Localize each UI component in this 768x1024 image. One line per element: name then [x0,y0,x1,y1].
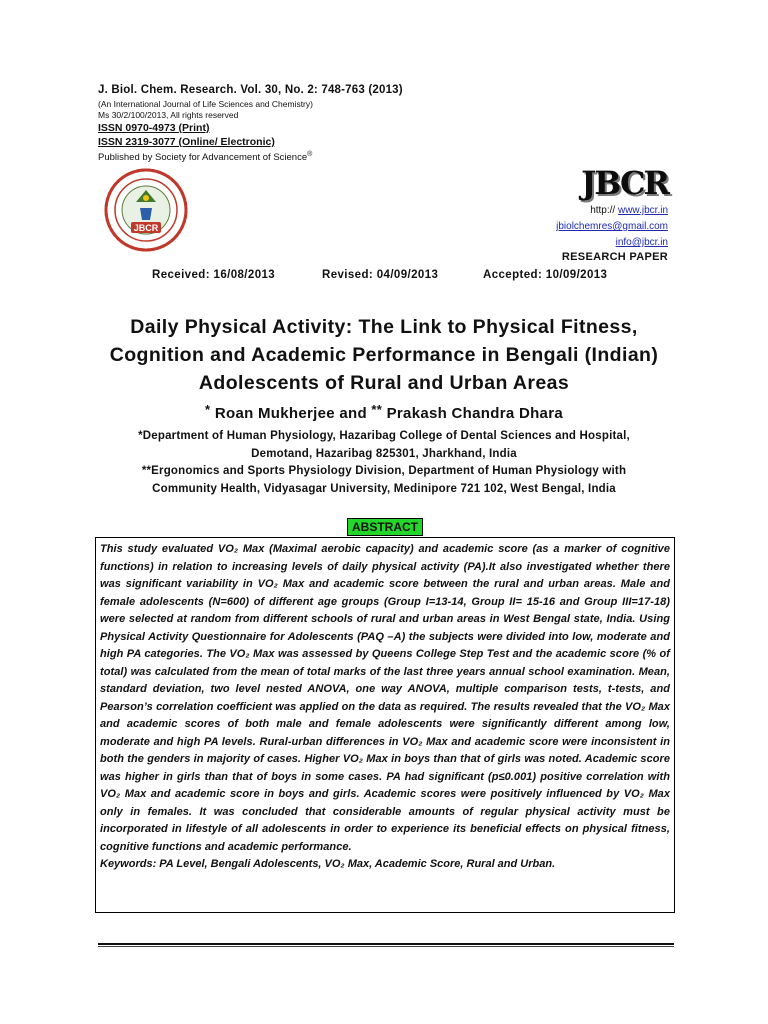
abstract-line: VO₂ Max was assessed by Queens College Step Test and the academic score (% of total) was [100,648,670,678]
author-1: Roan Mukherjee and [214,405,367,422]
abstract-line: VO₂ Max and academic score were inconsistent in both the genders in majority of cases. Higher [100,735,670,765]
abstract-line: cognitive functions) in relation to increasing levels of daily physical activity (PA).It also [100,543,670,573]
website-link[interactable]: www.jbcr.in [617,205,668,216]
manuscript-number: Ms 30/2/100/2013, All rights reserved [98,110,239,120]
abstract-box [95,537,675,913]
website-prefix: http:// [590,205,616,216]
affiliation-2-line-2: Community Health, Vidyasagar University, Medinipore 721 102, West Bengal, India [152,482,616,495]
title-line-2: Cognition and Academic Performance in Bengali (Indian) [109,344,659,366]
abstract-line: incorporated in lifestyle of all adolescents in order to experience its beneficial effects on physical [100,823,632,835]
affiliation-2 [84,463,684,498]
abstract-line: females. It was concluded that considerable amounts of regular physical activity must be [147,805,670,818]
title-line-3: Adolescents of Rural and Urban Areas [198,372,570,394]
abstract-line: fitness, cognitive functions and academic performance. [100,823,670,853]
abstract-line: boys in some cases. PA had significant (p≤0.001) positive correlation with VO₂ Max and [100,770,671,800]
abstract-text [100,541,670,856]
contact-block [556,203,668,251]
seal-text: JBCR [133,223,159,233]
affiliation-2-line-1: **Ergonomics and Sports Physiology Division, Department of Human Physiology with [141,465,627,477]
issn-online: ISSN 2319-3077 (Online/ Electronic) [98,136,275,148]
abstract-line: Adolescents (PAQ –A) the subjects were divided into low, moderate and high PA categories. The [100,630,670,660]
paper-type-label: RESEARCH PAPER [561,251,668,263]
keywords: Keywords: PA Level, Bengali Adolescents, VO₂ Max, Academic Score, Rural and Urban. [100,858,556,870]
email-link-1[interactable]: jbiolchemres@gmail.com [556,221,668,232]
publisher [98,151,518,163]
abstract-line: Mean, standard deviation, two level nested ANOVA, one way ANOVA, multiple comparison [100,665,670,695]
abstract-line: the rural and urban areas. Male and female adolescents (N=600) of different age groups (Group [100,578,670,608]
accepted-date: Accepted: 10/09/2013 [483,269,608,281]
abstract-label: ABSTRACT [347,518,423,536]
divider-line [98,943,674,945]
society-seal-logo [104,168,188,252]
affiliation-1 [84,428,684,463]
abstract-line: This study evaluated VO₂ Max (Maximal aerobic capacity) and academic score (as a marker of [100,543,622,555]
abstract-line: VO₂ Max in boys than that of girls was noted. Academic score was higher in girls than that of [100,753,670,783]
paper-title [84,313,684,397]
abstract-line: academic score in boys and girls. Academic scores were positively influenced by VO₂ Max only in [100,788,671,818]
author-list [84,402,684,422]
abstract-line: I=13-14, Group II= 15-16 and Group III=17-18) were selected at random from different schools of [100,595,670,625]
revised-date: Revised: 04/09/2013 [322,269,439,281]
abstract-line: tests, t-tests, and Pearson’s correlation coefficient was applied on the data as required. The [100,683,670,713]
publisher-text: Published by Society for Advancement of Science [98,152,308,164]
abstract-line: investigated whether there was significant variability in VO₂ Max and academic score between [100,560,671,590]
divider-line-thin [98,946,674,947]
abstract-line: were significantly different among low, moderate and high PA levels. Rural-urban differences in [100,718,671,748]
jbcr-brand-logo: JBCR [581,164,668,202]
registered-mark: ® [307,151,313,158]
abstract-line: calculated from the mean of total marks of the last three years annual school examination. [154,665,639,678]
email-link-2[interactable]: info@jbcr.in [615,237,668,248]
journal-citation: J. Biol. Chem. Research. Vol. 30, No. 2: 748-763 (2013) [98,84,403,96]
received-date: Received: 16/08/2013 [152,269,276,281]
journal-header [98,84,518,163]
author-mark-1: * [205,402,211,417]
issn-print: ISSN 0970-4973 (Print) [98,122,210,134]
affiliation-1-line-2: Demotand, Hazaribag 825301, Jharkhand, India [251,447,517,460]
affiliation-1-line-1: *Department of Human Physiology, Hazaribag College of Dental Sciences and Hospital, [138,430,630,442]
website-line [556,203,668,219]
author-2: Prakash Chandra Dhara [386,405,563,422]
title-line-1: Daily Physical Activity: The Link to Physical Fitness, [130,316,638,338]
author-mark-2: ** [371,402,383,417]
abstract-line: rural and urban areas in West Bengal state, India. Using Physical Activity Questionnaire for [100,613,670,643]
abstract-line: results revealed that the VO₂ Max and academic scores of both male and female adolescents [100,700,671,730]
journal-subtitle: (An International Journal of Life Sciences and Chemistry) [98,99,313,109]
